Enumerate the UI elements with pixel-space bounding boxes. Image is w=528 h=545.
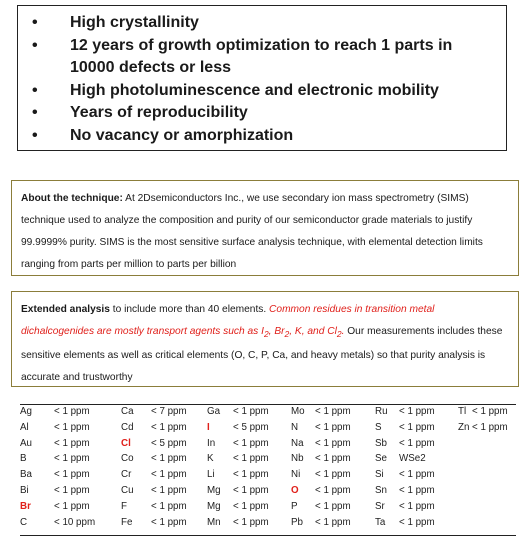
element-symbol: Al: [20, 421, 29, 433]
element-symbol: C: [20, 516, 28, 528]
element-value: < 1 ppm: [54, 421, 90, 433]
element-symbol: Nb: [291, 453, 304, 465]
element-symbol: O: [291, 485, 299, 496]
element-value: < 1 ppm: [233, 406, 269, 417]
element-symbol: Au: [20, 437, 32, 449]
bullet-icon: •: [32, 36, 38, 54]
element-symbol: Ru: [375, 406, 388, 417]
element-symbol: Cu: [121, 485, 134, 496]
element-symbol: Co: [121, 453, 134, 465]
element-value: < 1 ppm: [151, 453, 187, 465]
feature-item: • 12 years of growth optimization to reach 1 parts in 10000 defects or less: [32, 36, 453, 76]
element-value: < 1 ppm: [315, 485, 351, 496]
element-symbol: Si: [375, 469, 384, 481]
element-value: < 1 ppm: [233, 453, 269, 465]
feature-list-box: [17, 5, 507, 151]
element-symbol: Mn: [207, 516, 221, 528]
element-value: < 1 ppm: [233, 516, 269, 528]
element-value: < 1 ppm: [151, 516, 187, 528]
element-value: < 1 ppm: [399, 406, 435, 417]
extended-text-1: to include more than 40 elements.: [109, 304, 270, 315]
element-value: < 5 ppm: [151, 437, 187, 449]
element-symbol: S: [375, 421, 382, 433]
element-symbol: I: [207, 421, 210, 433]
element-symbol: Ni: [291, 469, 301, 481]
table-bottom-rule: [20, 535, 516, 536]
element-value: < 1 ppm: [399, 485, 435, 496]
element-symbol: Mg: [207, 485, 221, 496]
element-value: < 1 ppm: [315, 453, 351, 465]
element-symbol: Tl: [458, 406, 467, 417]
element-symbol: Na: [291, 437, 304, 449]
element-value: < 1 ppm: [233, 469, 269, 481]
element-value: < 1 ppm: [233, 500, 269, 512]
feature-item: • No vacancy or amorphization: [18, 125, 506, 148]
element-value: < 1 ppm: [399, 500, 435, 512]
element-value: < 1 ppm: [472, 406, 508, 417]
element-symbol: N: [291, 421, 299, 433]
element-value: < 1 ppm: [399, 469, 435, 481]
element-symbol: Mo: [291, 406, 305, 417]
element-symbol: In: [207, 437, 216, 449]
element-value: WSe2: [399, 453, 426, 465]
about-heading: About the technique:: [21, 193, 123, 204]
element-symbol: Mg: [207, 500, 221, 512]
element-symbol: B: [20, 453, 27, 465]
element-value: < 1 ppm: [233, 485, 269, 496]
element-value: < 1 ppm: [54, 406, 90, 417]
element-symbol: Bi: [20, 485, 29, 496]
extended-text-2: Our measurements includes these sensitive elements as well as critical elements (O, C, P, Ca, and heavy metals) so that purity analysis is accurate and trustworthy: [21, 326, 503, 384]
element-symbol: Li: [207, 469, 215, 481]
element-value: < 1 ppm: [151, 485, 187, 496]
element-value: < 1 ppm: [151, 421, 187, 433]
element-value: < 1 ppm: [315, 500, 351, 512]
element-value: < 1 ppm: [54, 453, 90, 465]
element-value: < 1 ppm: [233, 437, 269, 449]
residues-note: Common residues in transition metal dichalcogenides are mostly transport agents such as $I_2$, $Br_2$, K, and $Cl_2$.: [21, 304, 435, 340]
about-technique-box: [11, 180, 519, 276]
element-value: < 1 ppm: [399, 437, 435, 449]
element-symbol: Ga: [207, 406, 221, 417]
bullet-icon: •: [32, 81, 38, 99]
element-value: < 1 ppm: [315, 469, 351, 481]
element-value: < 1 ppm: [315, 516, 351, 528]
element-symbol: Ta: [375, 516, 386, 528]
element-symbol: Cl: [121, 437, 131, 449]
element-symbol: Se: [375, 453, 387, 465]
feature-item: • Years of reproducibility: [18, 102, 506, 125]
element-symbol: Sr: [375, 500, 385, 512]
element-value: < 7 ppm: [151, 406, 187, 417]
element-symbol: P: [291, 500, 298, 512]
element-symbol: Cr: [121, 469, 132, 481]
element-value: < 1 ppm: [472, 421, 508, 433]
element-symbol: Br: [20, 500, 31, 512]
table-top-rule: [20, 404, 516, 405]
feature-list: [18, 12, 506, 147]
element-symbol: Cd: [121, 421, 134, 433]
element-value: < 1 ppm: [315, 421, 351, 433]
element-value: < 1 ppm: [151, 469, 187, 481]
element-symbol: Ba: [20, 469, 32, 481]
extended-analysis-box: [11, 291, 519, 387]
element-value: < 1 ppm: [315, 437, 351, 449]
element-value: < 1 ppm: [54, 500, 90, 512]
element-value: < 1 ppm: [315, 406, 351, 417]
element-value: < 1 ppm: [54, 437, 90, 449]
element-symbol: Ag: [20, 406, 32, 417]
element-symbol: Sb: [375, 437, 387, 449]
element-value: < 1 ppm: [54, 485, 90, 496]
element-value: < 1 ppm: [151, 500, 187, 512]
bullet-icon: •: [32, 104, 38, 121]
element-value: < 5 ppm: [233, 421, 269, 433]
feature-item: • High photoluminescence and electronic mobility: [18, 80, 506, 103]
element-symbol: Fe: [121, 516, 133, 528]
extended-heading: Extended analysis: [21, 304, 110, 315]
element-value: < 1 ppm: [54, 469, 90, 481]
element-value: < 1 ppm: [399, 516, 435, 528]
element-symbol: Sn: [375, 485, 387, 496]
element-symbol: Zn: [458, 421, 470, 433]
element-symbol: Pb: [291, 516, 303, 528]
feature-item: • High crystallinity: [18, 12, 506, 35]
bullet-icon: •: [32, 14, 38, 31]
bullet-icon: •: [32, 126, 38, 144]
element-value: < 10 ppm: [54, 516, 96, 528]
element-symbol: K: [207, 453, 214, 465]
element-value: < 1 ppm: [399, 421, 435, 433]
about-text: At 2Dsemiconductors Inc., we use secondary ion mass spectrometry (SIMS) technique used to analyze the composition and purity of our semiconductor grade materials to justify 99.9999% purity. SIMS is the most sensitive surface analysis technique, with elemental detection limits ranging from parts per million to parts per billion: [21, 193, 483, 270]
element-symbol: Ca: [121, 406, 134, 417]
element-symbol: F: [121, 500, 127, 512]
